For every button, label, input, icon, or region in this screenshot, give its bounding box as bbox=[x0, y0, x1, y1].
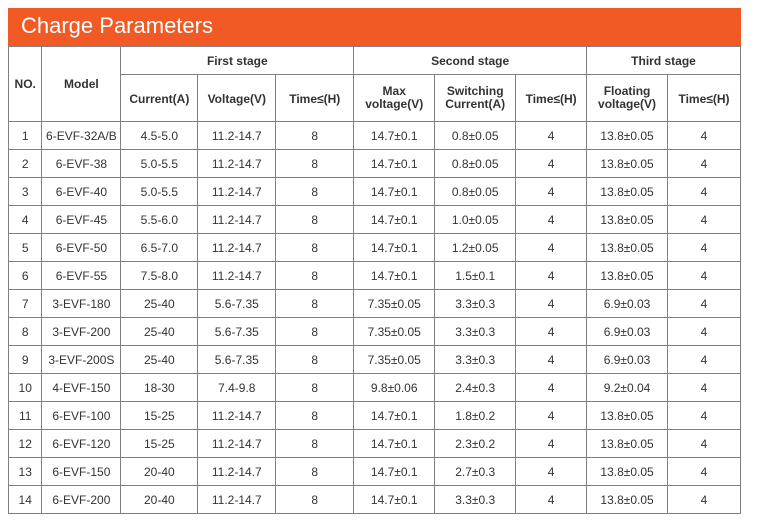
table-row bbox=[9, 206, 741, 234]
cell-max-voltage: 14.7±0.1 bbox=[354, 234, 435, 262]
header-first-stage: First stage bbox=[121, 47, 354, 75]
cell-switching-current: 3.3±0.3 bbox=[435, 486, 516, 514]
cell-switching-current: 3.3±0.3 bbox=[435, 318, 516, 346]
cell-voltage: 11.2-14.7 bbox=[198, 430, 276, 458]
cell-voltage: 11.2-14.7 bbox=[198, 234, 276, 262]
cell-time-second: 4 bbox=[516, 458, 587, 486]
cell-voltage: 11.2-14.7 bbox=[198, 206, 276, 234]
table-header bbox=[9, 47, 741, 122]
table-row bbox=[9, 318, 741, 346]
header-floating-voltage bbox=[587, 75, 668, 122]
table-row bbox=[9, 150, 741, 178]
cell-no: 4 bbox=[9, 206, 42, 234]
cell-max-voltage: 7.35±0.05 bbox=[354, 346, 435, 374]
cell-time-first: 8 bbox=[276, 178, 354, 206]
cell-time-second: 4 bbox=[516, 234, 587, 262]
cell-time-second: 4 bbox=[516, 122, 587, 150]
cell-floating-voltage: 13.8±0.05 bbox=[587, 486, 668, 514]
cell-model: 6-EVF-32A/B bbox=[42, 122, 121, 150]
header-max-voltage-line2: voltage(V) bbox=[365, 97, 424, 111]
cell-current: 15-25 bbox=[121, 402, 198, 430]
cell-floating-voltage: 6.9±0.03 bbox=[587, 346, 668, 374]
cell-time-first: 8 bbox=[276, 402, 354, 430]
cell-time-first: 8 bbox=[276, 206, 354, 234]
cell-time-first: 8 bbox=[276, 318, 354, 346]
cell-time-third: 4 bbox=[668, 150, 741, 178]
cell-max-voltage: 14.7±0.1 bbox=[354, 402, 435, 430]
cell-max-voltage: 9.8±0.06 bbox=[354, 374, 435, 402]
cell-model: 6-EVF-55 bbox=[42, 262, 121, 290]
cell-time-second: 4 bbox=[516, 318, 587, 346]
cell-floating-voltage: 13.8±0.05 bbox=[587, 458, 668, 486]
header-second-stage: Second stage bbox=[354, 47, 587, 75]
header-current: Current(A) bbox=[121, 75, 198, 122]
header-time-third: Time≤(H) bbox=[668, 75, 741, 122]
cell-current: 25-40 bbox=[121, 318, 198, 346]
cell-time-second: 4 bbox=[516, 290, 587, 318]
cell-floating-voltage: 13.8±0.05 bbox=[587, 122, 668, 150]
cell-model: 4-EVF-150 bbox=[42, 374, 121, 402]
title-banner bbox=[8, 8, 741, 46]
cell-time-third: 4 bbox=[668, 178, 741, 206]
cell-max-voltage: 14.7±0.1 bbox=[354, 262, 435, 290]
cell-model: 6-EVF-40 bbox=[42, 178, 121, 206]
cell-no: 14 bbox=[9, 486, 42, 514]
header-voltage: Voltage(V) bbox=[198, 75, 276, 122]
cell-time-second: 4 bbox=[516, 206, 587, 234]
cell-model: 3-EVF-200 bbox=[42, 318, 121, 346]
cell-time-third: 4 bbox=[668, 262, 741, 290]
table-row bbox=[9, 346, 741, 374]
cell-time-first: 8 bbox=[276, 430, 354, 458]
cell-switching-current: 2.3±0.2 bbox=[435, 430, 516, 458]
cell-model: 6-EVF-50 bbox=[42, 234, 121, 262]
cell-time-first: 8 bbox=[276, 458, 354, 486]
cell-time-third: 4 bbox=[668, 122, 741, 150]
cell-voltage: 11.2-14.7 bbox=[198, 458, 276, 486]
cell-model: 6-EVF-200 bbox=[42, 486, 121, 514]
cell-time-first: 8 bbox=[276, 290, 354, 318]
cell-switching-current: 1.8±0.2 bbox=[435, 402, 516, 430]
cell-max-voltage: 7.35±0.05 bbox=[354, 290, 435, 318]
cell-time-second: 4 bbox=[516, 262, 587, 290]
cell-current: 15-25 bbox=[121, 430, 198, 458]
cell-max-voltage: 14.7±0.1 bbox=[354, 206, 435, 234]
cell-floating-voltage: 9.2±0.04 bbox=[587, 374, 668, 402]
cell-time-third: 4 bbox=[668, 346, 741, 374]
cell-time-second: 4 bbox=[516, 150, 587, 178]
header-time-first: Time≤(H) bbox=[276, 75, 354, 122]
cell-time-second: 4 bbox=[516, 402, 587, 430]
cell-switching-current: 0.8±0.05 bbox=[435, 150, 516, 178]
cell-switching-current: 0.8±0.05 bbox=[435, 178, 516, 206]
cell-no: 9 bbox=[9, 346, 42, 374]
table-row bbox=[9, 234, 741, 262]
header-floating-voltage-line1: Floating bbox=[603, 84, 651, 98]
header-switching-current-line1: Switching bbox=[446, 84, 504, 98]
cell-floating-voltage: 13.8±0.05 bbox=[587, 178, 668, 206]
cell-switching-current: 1.0±0.05 bbox=[435, 206, 516, 234]
table-row bbox=[9, 374, 741, 402]
header-switching-current bbox=[435, 75, 516, 122]
cell-switching-current: 1.2±0.05 bbox=[435, 234, 516, 262]
cell-floating-voltage: 13.8±0.05 bbox=[587, 234, 668, 262]
header-switching-current-line2: Current(A) bbox=[445, 97, 506, 111]
header-time-second: Time≤(H) bbox=[516, 75, 587, 122]
cell-voltage: 5.6-7.35 bbox=[198, 346, 276, 374]
cell-max-voltage: 14.7±0.1 bbox=[354, 122, 435, 150]
table-row bbox=[9, 178, 741, 206]
cell-voltage: 11.2-14.7 bbox=[198, 486, 276, 514]
cell-time-third: 4 bbox=[668, 402, 741, 430]
cell-time-third: 4 bbox=[668, 486, 741, 514]
cell-current: 5.0-5.5 bbox=[121, 178, 198, 206]
cell-voltage: 11.2-14.7 bbox=[198, 150, 276, 178]
cell-time-third: 4 bbox=[668, 458, 741, 486]
table-row bbox=[9, 486, 741, 514]
cell-floating-voltage: 13.8±0.05 bbox=[587, 150, 668, 178]
table-row bbox=[9, 122, 741, 150]
cell-no: 1 bbox=[9, 122, 42, 150]
cell-voltage: 5.6-7.35 bbox=[198, 318, 276, 346]
cell-time-first: 8 bbox=[276, 346, 354, 374]
header-third-stage: Third stage bbox=[587, 47, 741, 75]
cell-no: 11 bbox=[9, 402, 42, 430]
cell-current: 18-30 bbox=[121, 374, 198, 402]
cell-switching-current: 3.3±0.3 bbox=[435, 290, 516, 318]
cell-floating-voltage: 13.8±0.05 bbox=[587, 402, 668, 430]
cell-time-third: 4 bbox=[668, 206, 741, 234]
cell-floating-voltage: 13.8±0.05 bbox=[587, 430, 668, 458]
cell-model: 3-EVF-200S bbox=[42, 346, 121, 374]
cell-voltage: 5.6-7.35 bbox=[198, 290, 276, 318]
cell-current: 4.5-5.0 bbox=[121, 122, 198, 150]
cell-current: 25-40 bbox=[121, 290, 198, 318]
cell-time-second: 4 bbox=[516, 486, 587, 514]
cell-model: 6-EVF-150 bbox=[42, 458, 121, 486]
cell-model: 6-EVF-45 bbox=[42, 206, 121, 234]
cell-no: 10 bbox=[9, 374, 42, 402]
cell-no: 2 bbox=[9, 150, 42, 178]
cell-no: 3 bbox=[9, 178, 42, 206]
cell-model: 6-EVF-120 bbox=[42, 430, 121, 458]
cell-time-second: 4 bbox=[516, 374, 587, 402]
cell-voltage: 7.4-9.8 bbox=[198, 374, 276, 402]
cell-no: 6 bbox=[9, 262, 42, 290]
cell-time-second: 4 bbox=[516, 346, 587, 374]
table-body bbox=[9, 122, 741, 514]
header-max-voltage bbox=[354, 75, 435, 122]
cell-time-third: 4 bbox=[668, 430, 741, 458]
cell-no: 8 bbox=[9, 318, 42, 346]
header-model: Model bbox=[42, 47, 121, 122]
cell-voltage: 11.2-14.7 bbox=[198, 178, 276, 206]
cell-no: 13 bbox=[9, 458, 42, 486]
cell-max-voltage: 7.35±0.05 bbox=[354, 318, 435, 346]
cell-max-voltage: 14.7±0.1 bbox=[354, 150, 435, 178]
cell-time-third: 4 bbox=[668, 290, 741, 318]
cell-switching-current: 3.3±0.3 bbox=[435, 346, 516, 374]
cell-time-first: 8 bbox=[276, 234, 354, 262]
cell-current: 5.0-5.5 bbox=[121, 150, 198, 178]
cell-current: 20-40 bbox=[121, 458, 198, 486]
cell-time-second: 4 bbox=[516, 430, 587, 458]
header-max-voltage-line1: Max bbox=[382, 84, 406, 98]
cell-floating-voltage: 6.9±0.03 bbox=[587, 318, 668, 346]
cell-time-first: 8 bbox=[276, 122, 354, 150]
cell-floating-voltage: 6.9±0.03 bbox=[587, 290, 668, 318]
table-row bbox=[9, 430, 741, 458]
cell-current: 7.5-8.0 bbox=[121, 262, 198, 290]
cell-time-first: 8 bbox=[276, 486, 354, 514]
table-row bbox=[9, 402, 741, 430]
cell-max-voltage: 14.7±0.1 bbox=[354, 486, 435, 514]
cell-voltage: 11.2-14.7 bbox=[198, 262, 276, 290]
cell-no: 12 bbox=[9, 430, 42, 458]
table-row bbox=[9, 458, 741, 486]
cell-max-voltage: 14.7±0.1 bbox=[354, 178, 435, 206]
cell-time-first: 8 bbox=[276, 150, 354, 178]
cell-no: 7 bbox=[9, 290, 42, 318]
cell-time-first: 8 bbox=[276, 374, 354, 402]
header-group-row bbox=[9, 47, 741, 75]
cell-voltage: 11.2-14.7 bbox=[198, 402, 276, 430]
cell-floating-voltage: 13.8±0.05 bbox=[587, 262, 668, 290]
table-row bbox=[9, 262, 741, 290]
cell-switching-current: 1.5±0.1 bbox=[435, 262, 516, 290]
cell-max-voltage: 14.7±0.1 bbox=[354, 458, 435, 486]
cell-current: 25-40 bbox=[121, 346, 198, 374]
charge-parameters-table bbox=[8, 46, 741, 514]
table-row bbox=[9, 290, 741, 318]
cell-time-third: 4 bbox=[668, 234, 741, 262]
cell-model: 6-EVF-38 bbox=[42, 150, 121, 178]
cell-switching-current: 2.7±0.3 bbox=[435, 458, 516, 486]
cell-switching-current: 0.8±0.05 bbox=[435, 122, 516, 150]
cell-time-third: 4 bbox=[668, 318, 741, 346]
cell-voltage: 11.2-14.7 bbox=[198, 122, 276, 150]
cell-model: 3-EVF-180 bbox=[42, 290, 121, 318]
cell-current: 5.5-6.0 bbox=[121, 206, 198, 234]
header-no: NO. bbox=[9, 47, 42, 122]
cell-time-first: 8 bbox=[276, 262, 354, 290]
cell-switching-current: 2.4±0.3 bbox=[435, 374, 516, 402]
cell-time-third: 4 bbox=[668, 374, 741, 402]
cell-time-second: 4 bbox=[516, 178, 587, 206]
cell-current: 20-40 bbox=[121, 486, 198, 514]
page-title: Charge Parameters bbox=[21, 13, 213, 38]
header-floating-voltage-line2: voltage(V) bbox=[598, 97, 657, 111]
cell-floating-voltage: 13.8±0.05 bbox=[587, 206, 668, 234]
cell-max-voltage: 14.7±0.1 bbox=[354, 430, 435, 458]
cell-no: 5 bbox=[9, 234, 42, 262]
cell-current: 6.5-7.0 bbox=[121, 234, 198, 262]
cell-model: 6-EVF-100 bbox=[42, 402, 121, 430]
